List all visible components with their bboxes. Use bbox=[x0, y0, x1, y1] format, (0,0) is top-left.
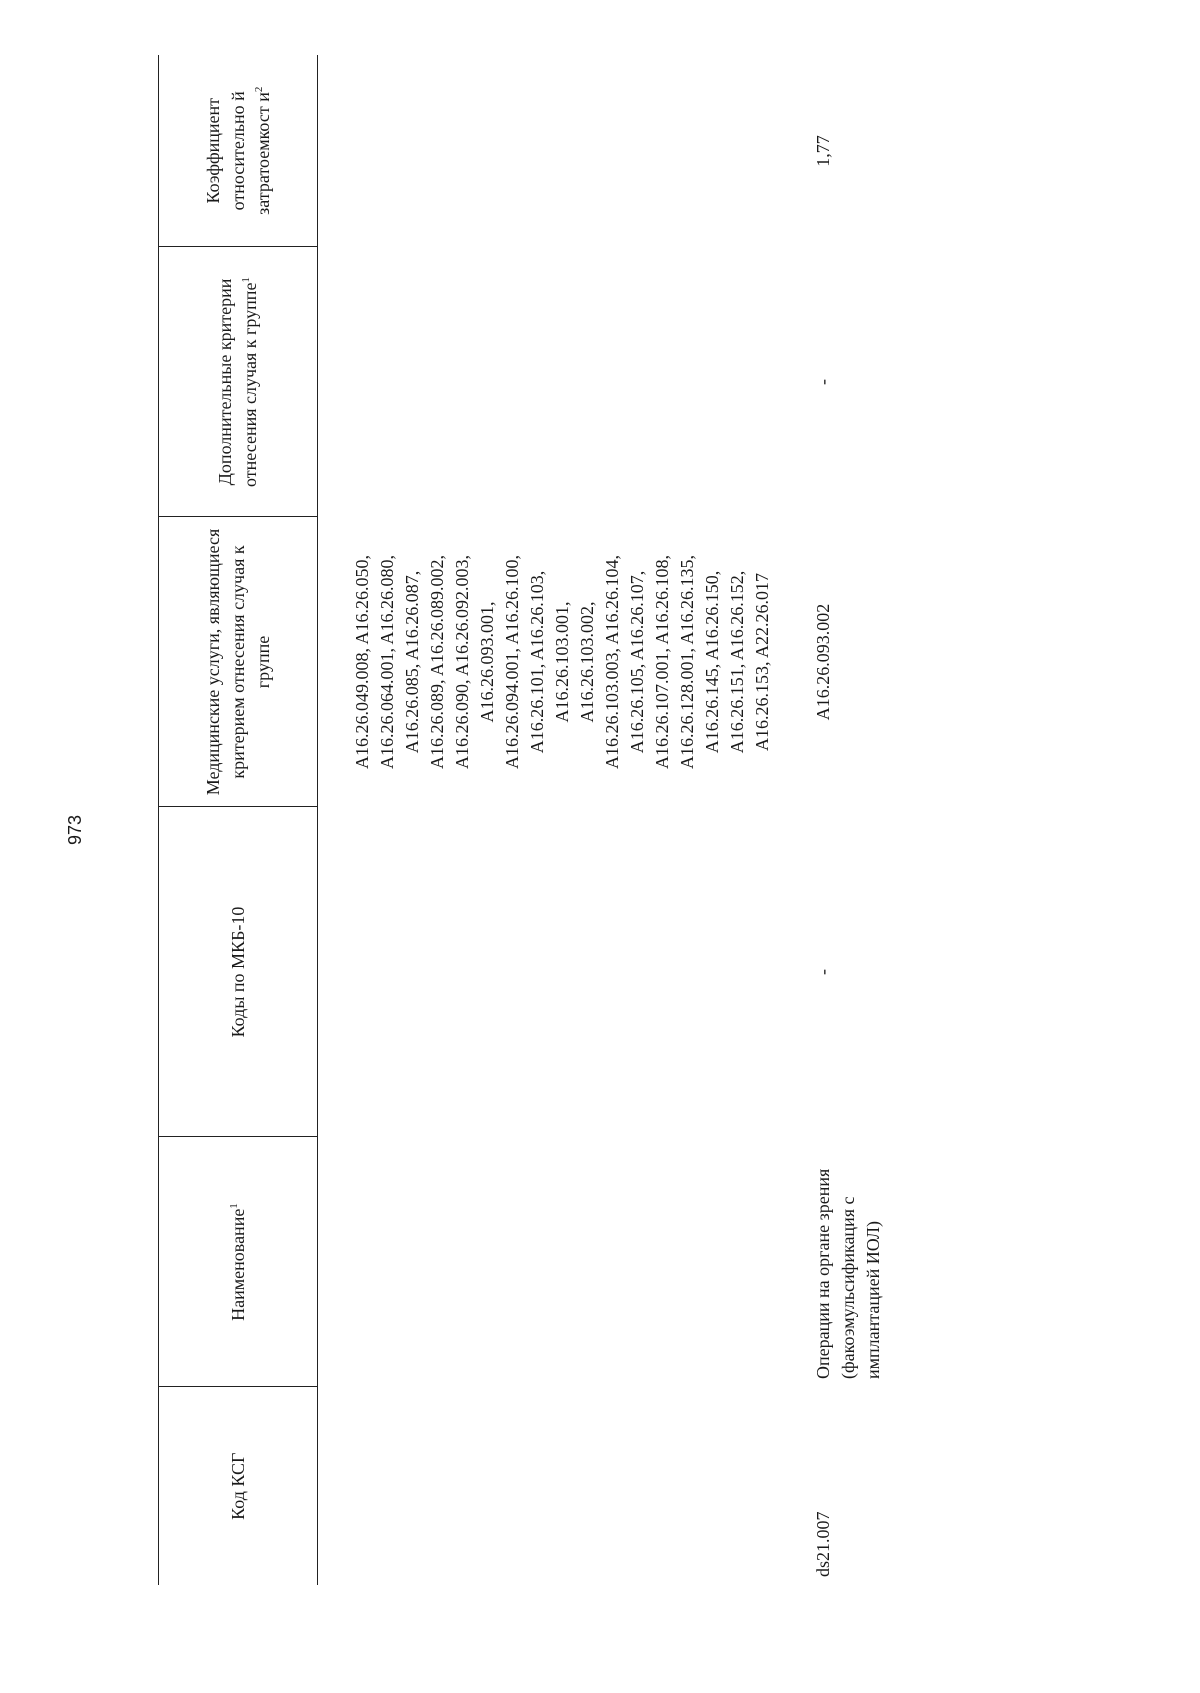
table-row-continued bbox=[346, 55, 779, 1585]
icd-cell: - bbox=[813, 969, 833, 975]
footnote-mark: 1 bbox=[240, 277, 252, 283]
page-number: 973 bbox=[65, 814, 85, 846]
extra-criteria-cell: - bbox=[813, 379, 833, 385]
table-row bbox=[807, 55, 890, 1585]
ksg-table bbox=[158, 55, 890, 1585]
header-services: Медицинские услуги, являющиеся критерием отнесения случая к группе bbox=[159, 517, 318, 807]
ksg-code-cell: ds21.007 bbox=[813, 1511, 833, 1577]
table-header-row bbox=[159, 55, 318, 1585]
footnote-mark: 2 bbox=[252, 86, 265, 93]
footnote-mark: 1 bbox=[227, 1203, 240, 1209]
rotated-page-content bbox=[158, 55, 1188, 1585]
services-cell: A16.26.093.002 bbox=[813, 603, 833, 721]
header-code: Код КСГ bbox=[159, 1387, 318, 1585]
name-cell: Операции на органе зрения (факоэмульсификация с имплантацией ИОЛ) bbox=[813, 1168, 883, 1379]
services-cell: A16.26.049.008, A16.26.050, A16.26.064.001, A16.26.080, A16.26.085, A16.26.087, A16.26.089, A16.26.089.002, A16.26.090, A16.26.092.003, A16.26.093.001, A16.26.094.001, A16.26.100, A16.26.101, A16.26.103, A16.26.103.001, A16.26.103.002, A16.26.103.003, A16.26.104, A16.26.105, A16.26.107, A16.26.107.001, A16.26.108, A16.26.128.001, A16.26.135, A16.26.145, A16.26.150, A16.26.151, A16.26.152, A16.26.153, A22.26.017 bbox=[352, 555, 772, 770]
header-name: Наименование$^1$ bbox=[159, 1137, 318, 1387]
coefficient-cell: 1,77 bbox=[813, 135, 833, 167]
header-extra: Дополнительные критерии отнесения случая к группе$^1$ bbox=[159, 247, 318, 517]
header-icd: Коды по МКБ-10 bbox=[159, 807, 318, 1137]
header-coef: Коэффициент относительно й затратоемкост $и^2$ bbox=[159, 55, 318, 247]
